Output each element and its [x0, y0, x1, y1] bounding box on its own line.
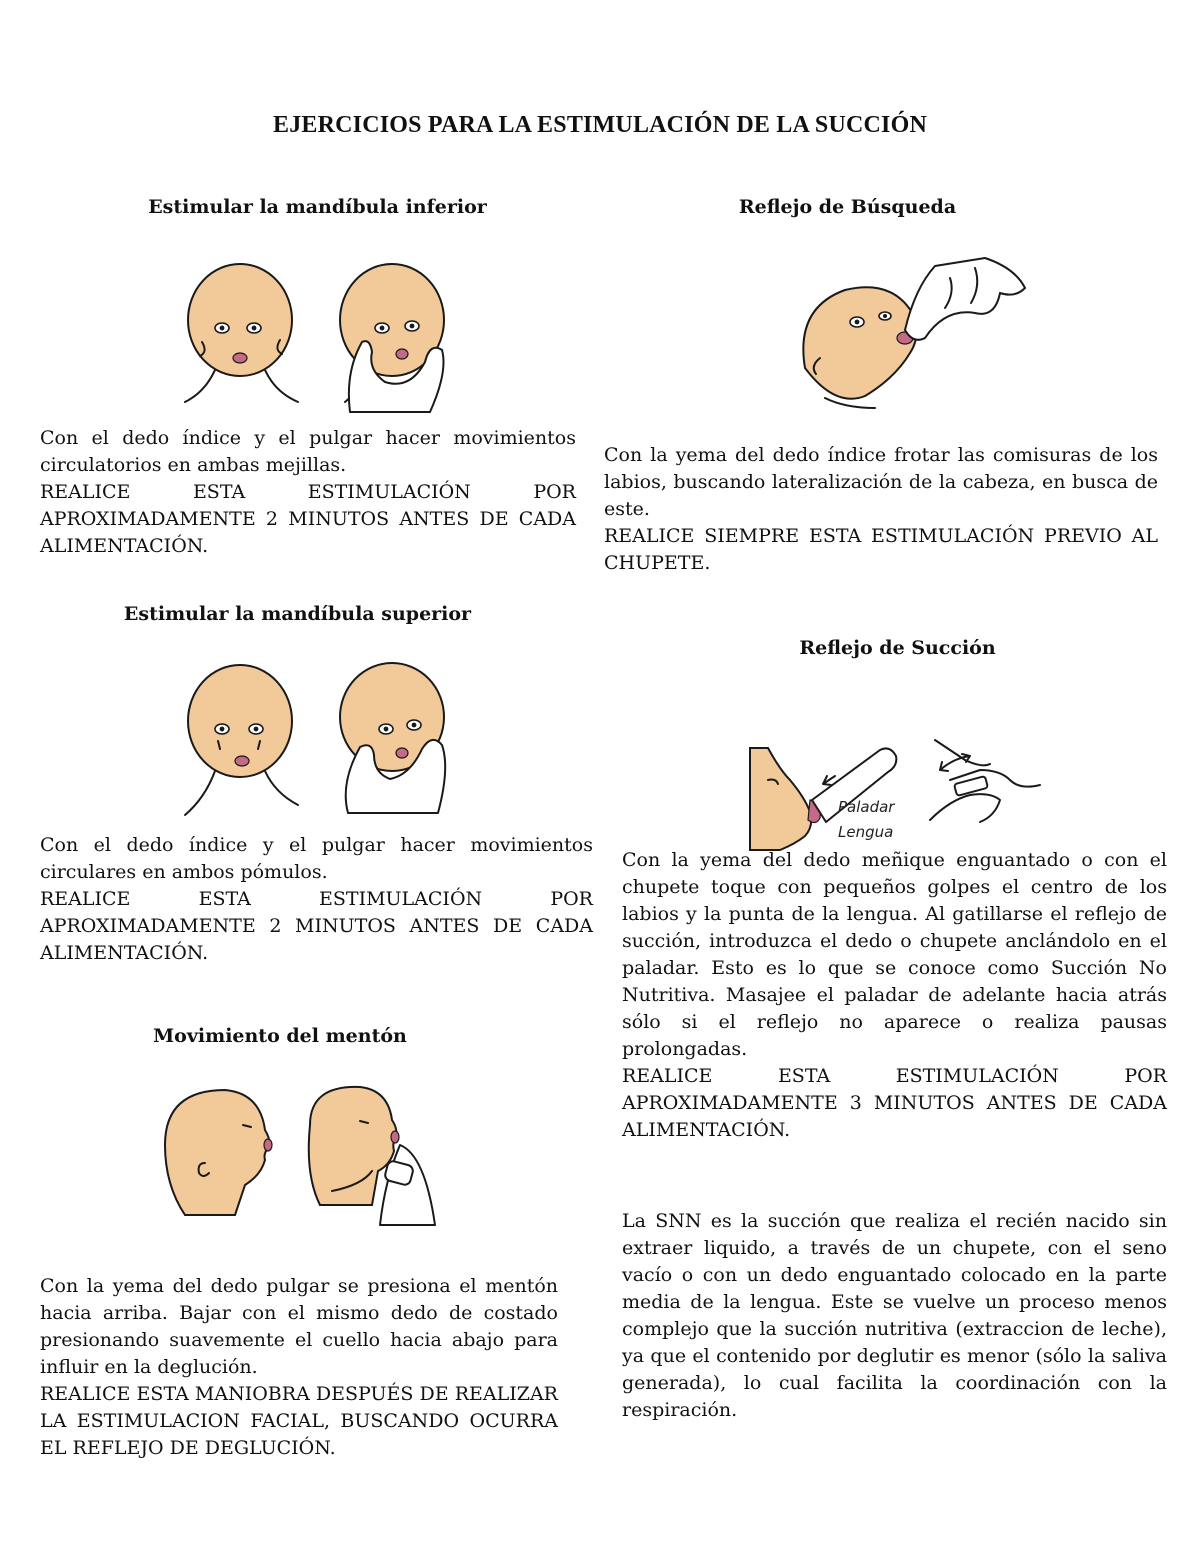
section-description: Con el dedo índice y el pulgar hacer movimientos circulatorios en ambas mejillas. — [40, 427, 576, 476]
mouth-cross-section-illustration — [930, 740, 1040, 822]
baby-profile-with-thumb-illustration — [309, 1087, 435, 1225]
sucking-reflex-illustration — [750, 740, 1050, 850]
section-description: Con el dedo índice y el pulgar hacer movimientos circulares en ambos pómulos. — [40, 834, 593, 883]
section-text-rooting-reflex — [604, 442, 1158, 577]
section-text-upper-jaw — [40, 832, 593, 967]
section-text-sucking-reflex — [622, 847, 1167, 1144]
section-heading-upper-jaw: Estimular la mandíbula superior — [123, 603, 472, 625]
page-title: EJERCICIOS PARA LA ESTIMULACIÓN DE LA SUCCIÓN — [272, 112, 927, 138]
section-text-chin — [40, 1273, 558, 1462]
section-instruction: REALICE ESTA ESTIMULACIÓN POR APROXIMADAMENTE 3 MINUTOS ANTES DE CADA ALIMENTACIÓN. — [622, 1065, 1167, 1141]
section-heading-lower-jaw: Estimular la mandíbula inferior — [148, 196, 487, 218]
baby-mouth-profile-illustration — [750, 748, 820, 850]
section-instruction: REALICE ESTA ESTIMULACIÓN POR APROXIMADAMENTE 2 MINUTOS ANTES DE CADA ALIMENTACIÓN. — [40, 481, 576, 557]
section-instruction: REALICE ESTA MANIOBRA DESPUÉS DE REALIZAR LA ESTIMULACION FACIAL, BUSCANDO OCURRA EL REFLEJO DE DEGLUCIÓN. — [40, 1383, 558, 1459]
rooting-reflex-illustration — [785, 258, 1035, 418]
section-heading-sucking-reflex: Reflejo de Succión — [799, 637, 996, 659]
section-description: Con la yema del dedo pulgar se presiona el mentón hacia arriba. Bajar con el mismo dedo de costado presionando suavemente el cuello hacia abajo para influir en la deglución. — [40, 1275, 558, 1378]
section-instruction: REALICE ESTA ESTIMULACIÓN POR APROXIMADAMENTE 2 MINUTOS ANTES DE CADA ALIMENTACIÓN. — [40, 888, 593, 964]
tongue-label: Lengua — [838, 823, 894, 841]
baby-face-with-hand-illustration — [340, 663, 445, 813]
lower-jaw-illustration — [180, 262, 470, 422]
section-heading-rooting-reflex: Reflejo de Búsqueda — [738, 196, 957, 218]
section-heading-chin: Movimiento del mentón — [153, 1025, 407, 1047]
upper-jaw-illustration — [180, 663, 470, 823]
section-instruction: REALICE SIEMPRE ESTA ESTIMULACIÓN PREVIO AL CHUPETE. — [604, 525, 1158, 574]
baby-profile-illustration — [165, 1090, 272, 1215]
snn-note — [622, 1208, 1167, 1424]
baby-face-front-illustration — [185, 264, 298, 402]
section-description: Con la yema del dedo índice frotar las comisuras de los labios, buscando lateralización de la cabeza, en busca de este. — [604, 444, 1158, 520]
baby-face-with-hand-illustration — [340, 264, 444, 412]
snn-note-text: La SNN es la succión que realiza el recién nacido sin extraer liquido, a través de un chupete, con el seno vacío o con un dedo enguantado colocado en la parte media de la lengua. Este se vuelve un proceso menos complejo que la succión nutritiva (extraccion de leche), ya que el contenido por deglutir es menor (sólo la saliva generada), lo cual facilita la coordinación con la respiración. — [622, 1210, 1167, 1421]
section-text-lower-jaw — [40, 425, 576, 560]
chin-movement-illustration — [165, 1085, 445, 1225]
section-description: Con la yema del dedo meñique enguantado o con el chupete toque con pequeños golpes el centro de los labios y la punta de la lengua. Al gatillarse el reflejo de succión, introduzca el dedo o chupete anclándolo en el paladar. Esto es lo que se conoce como Succión No Nutritiva. Masajee el paladar de adelante hacia atrás sólo si el reflejo no aparece o realiza pausas prolongadas. — [622, 849, 1167, 1060]
baby-face-front-illustration — [185, 665, 298, 815]
palate-label: Paladar — [838, 798, 895, 816]
